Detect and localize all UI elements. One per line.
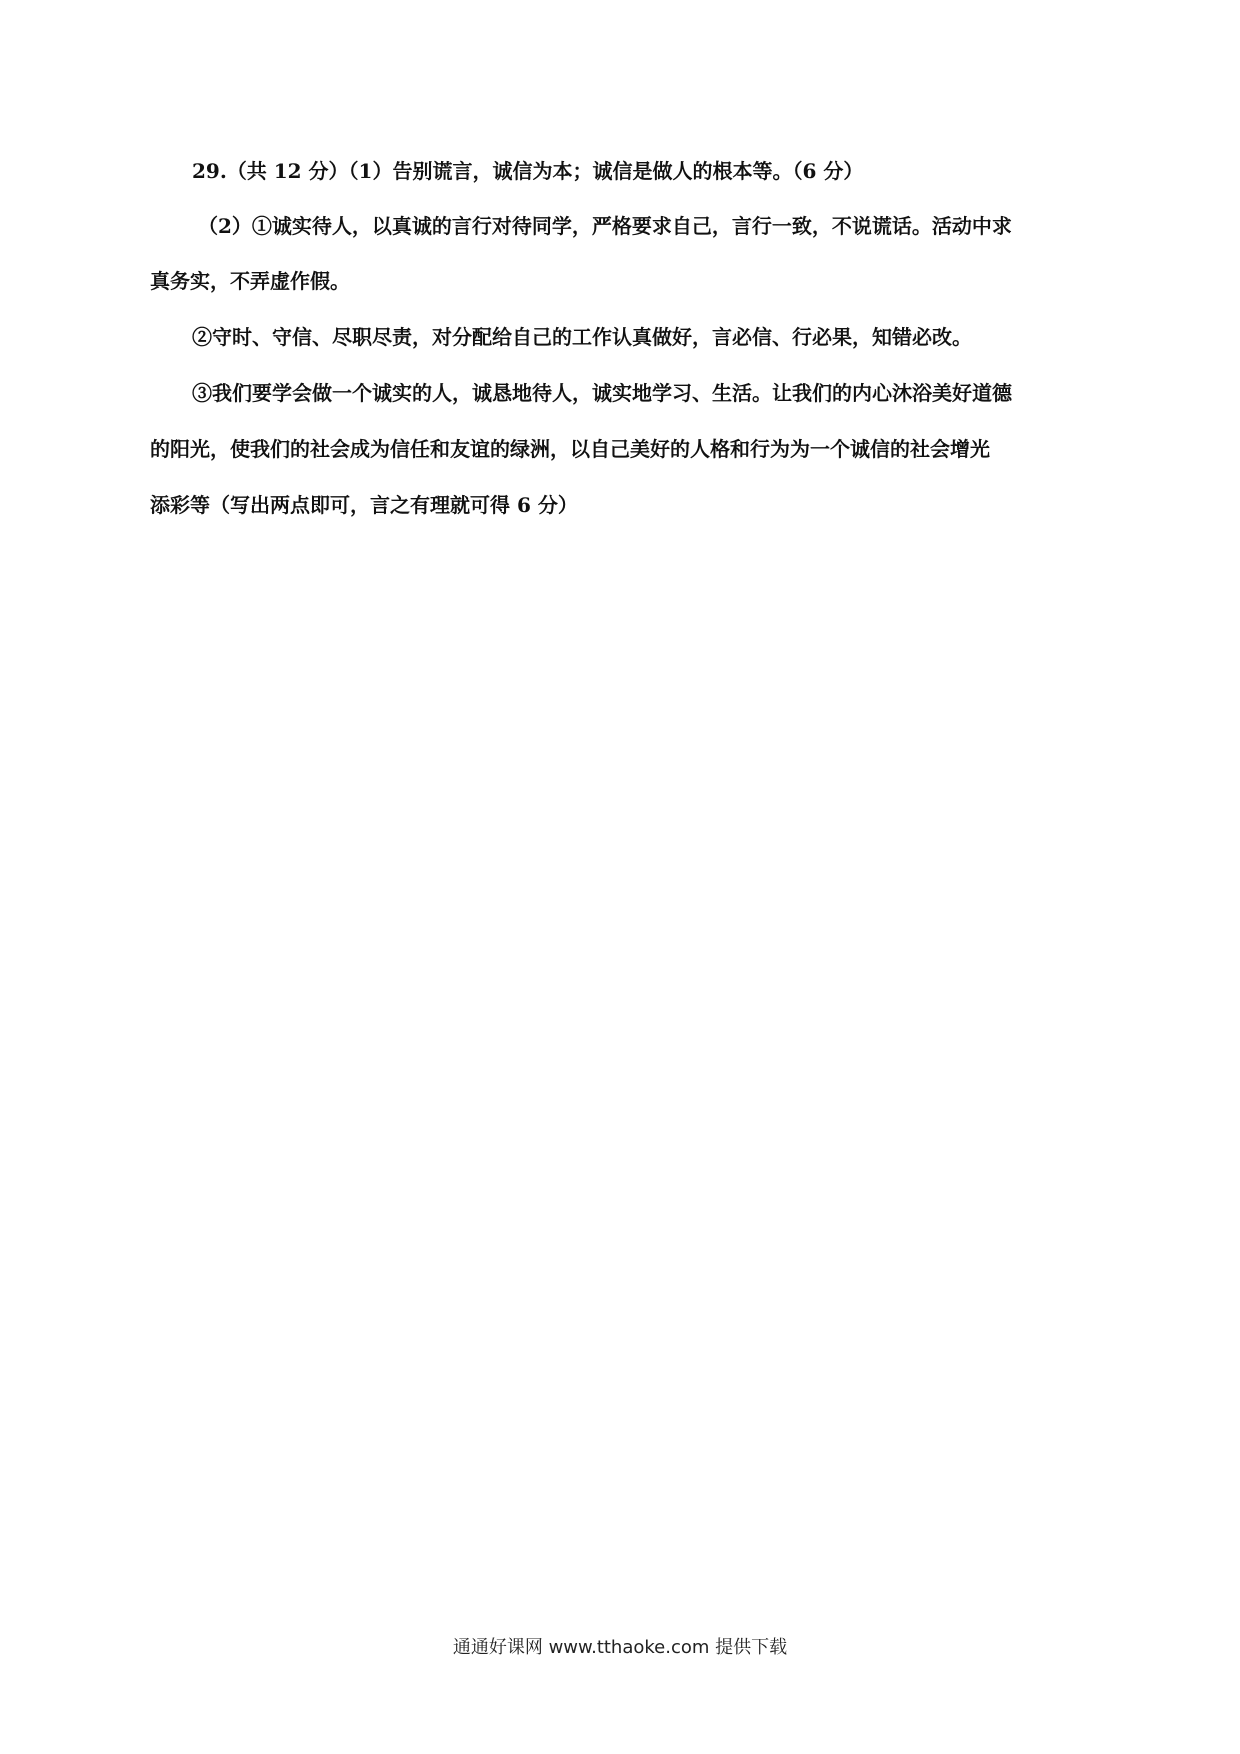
answer-line-5: ③我们要学会做一个诚实的人，诚恳地待人，诚实地学习、生活。让我们的内心沐浴美好道德 — [192, 381, 1012, 405]
answer-line-7: 添彩等（写出两点即可，言之有理就可得 6 分） — [150, 493, 578, 517]
page-footer: 通通好课网 www.tthaoke.com 提供下载 — [452, 1637, 788, 1658]
answer-line-1: 29.（共 12 分）（1）告别谎言，诚信为本；诚信是做人的根本等。（6 分） — [192, 159, 864, 183]
answer-line-4: ②守时、守信、尽职尽责，对分配给自己的工作认真做好，言必信、行必果，知错必改。 — [192, 325, 972, 349]
answer-line-6: 的阳光，使我们的社会成为信任和友谊的绿洲，以自己美好的人格和行为为一个诚信的社会增光 — [150, 437, 990, 461]
answer-line-2: （2）①诚实待人，以真诚的言行对待同学，严格要求自己，言行一致，不说谎话。活动中求 — [198, 214, 1012, 238]
answer-line-3: 真务实，不弄虚作假。 — [150, 269, 350, 293]
